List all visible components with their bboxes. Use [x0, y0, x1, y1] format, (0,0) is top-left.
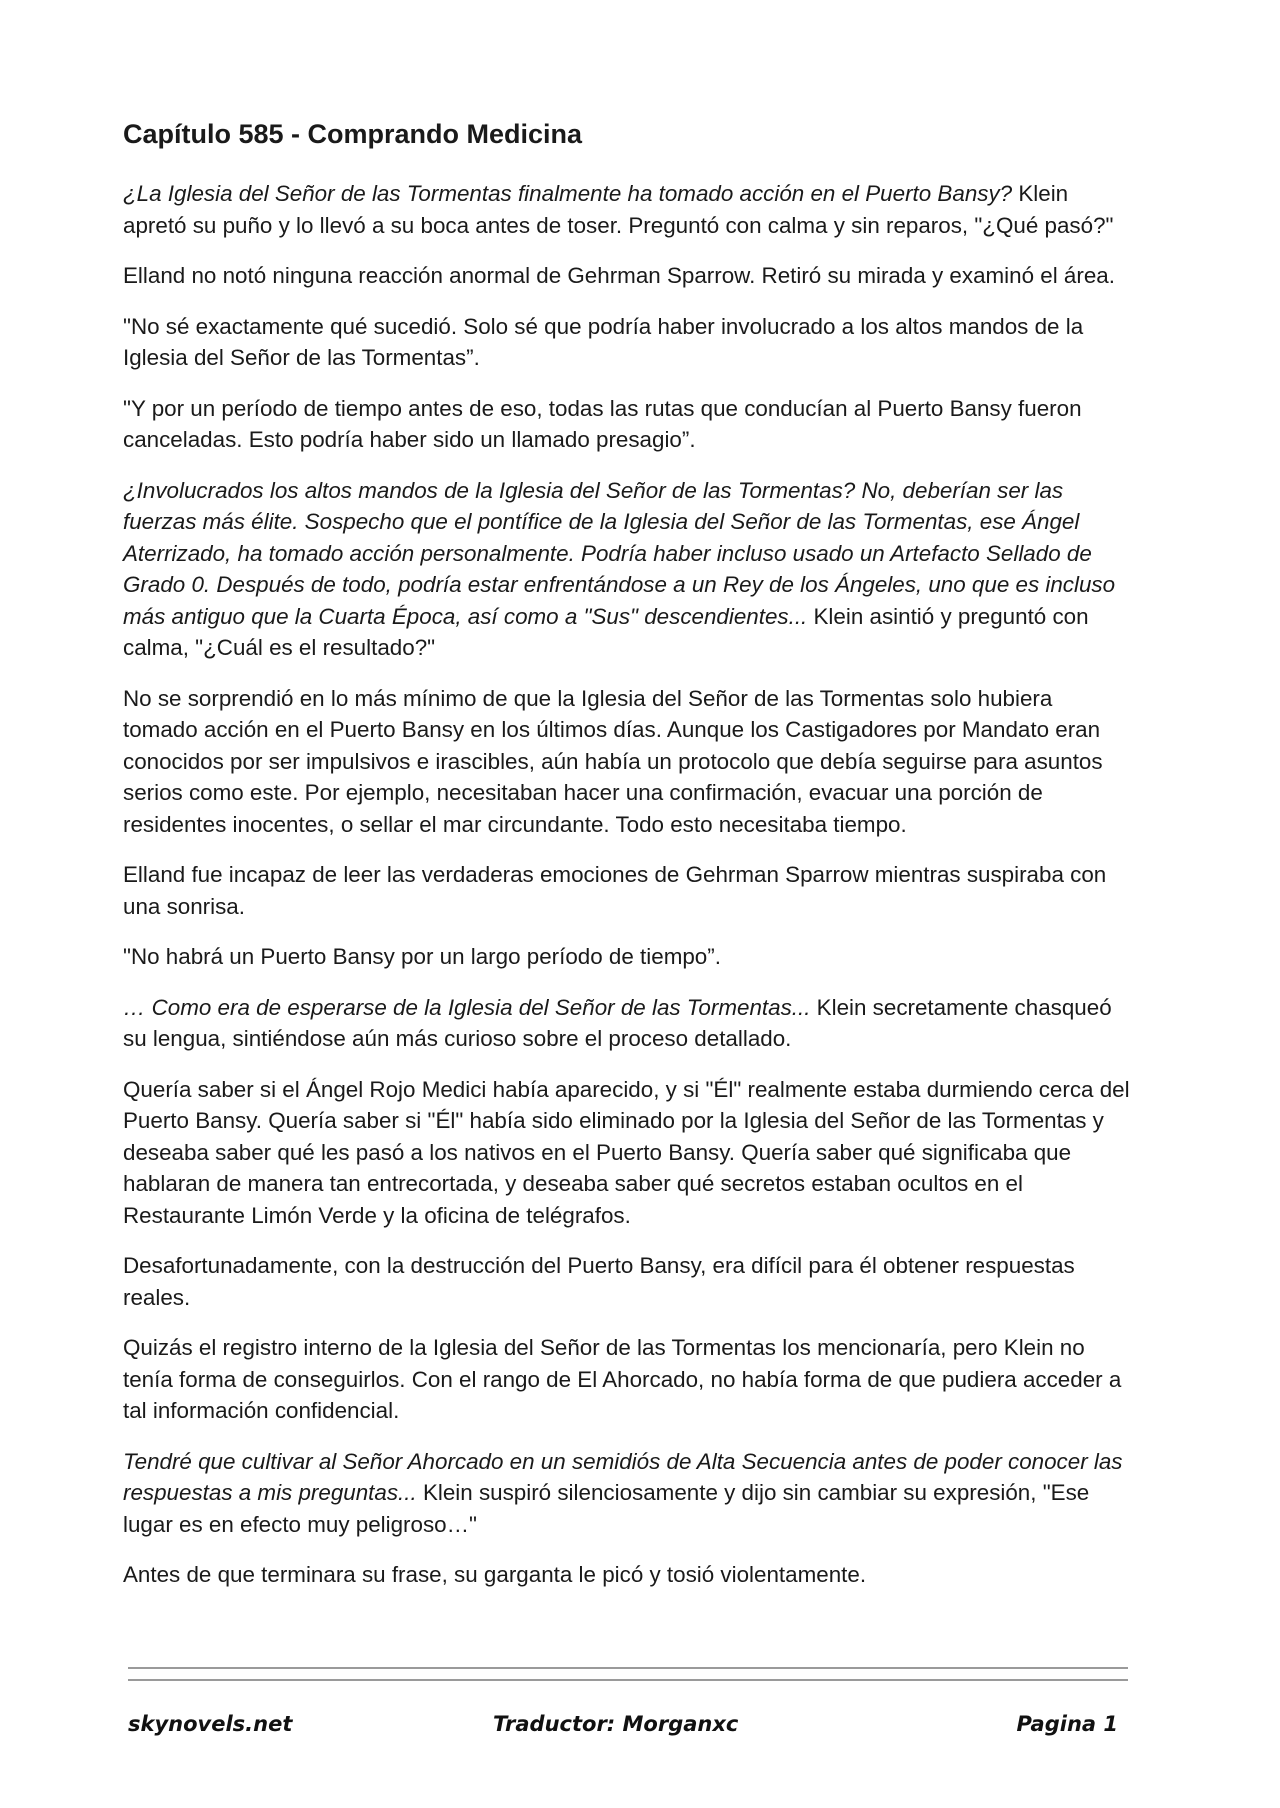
paragraph [123, 683, 1133, 841]
text-run: Antes de que terminara su frase, su garganta le picó y tosió violentamente. [123, 1562, 867, 1588]
document-page [123, 118, 1133, 1610]
paragraph [123, 941, 1133, 973]
text-run: Klein secretamente chasqueó su lengua, sintiéndose aún más curioso sobre el proceso detallado. [123, 994, 1112, 1052]
text-run: "No sé exactamente qué sucedió. Solo sé que podría haber involucrado a los altos mandos de la Iglesia del Señor de las Tormentas”. [123, 313, 1084, 371]
text-run: Desafortunadamente, con la destrucción del Puerto Bansy, era difícil para él obtener respuestas reales. [123, 1253, 1075, 1310]
italic-text-run: ¿Involucrados los altos mandos de la Iglesia del Señor de las Tormentas? No, deberían ser las fuerzas más élite. Sospecho que el pontífice de la Iglesia del Señor de las Tormentas, ese Ángel Aterrizado, ha tomado acción personalmente. Podría haber incluso usado un Artefacto Sellado de Grado 0. Después de todo, podría estar enfrentándose a un Rey de los Ángeles, uno que es incluso más antiguo que la Cuarta Época, así como a "Sus" descendientes... [123, 477, 1116, 629]
text-run: Elland fue incapaz de leer las verdaderas emociones de Gehrman Sparrow mientras suspiraba con una sonrisa. [123, 862, 1107, 919]
italic-text-run: … Como era de esperarse de la Iglesia del Señor de las Tormentas... [123, 994, 811, 1020]
page-footer [128, 1712, 1118, 1744]
footer-translator: Traductor: Morganxc [493, 1712, 739, 1736]
text-run: No se sorprendió en lo más mínimo de que la Iglesia del Señor de las Tormentas solo hubiera tomado acción en el Puerto Bansy en los últimos días. Aunque los Castigadores por Mandato eran conocidos por ser impulsivos e irascibles, aún había un protocolo que debía seguirse para asuntos serios como este. Por ejemplo, necesitaban hacer una confirmación, evacuar una porción de residentes inocentes, o sellar el mar circundante. Todo esto necesitaba tiempo. [123, 685, 1103, 837]
footer-page-number: Pagina 1 [1016, 1712, 1118, 1736]
text-run: Klein asintió y preguntó con calma, "¿Cuál es el resultado?" [123, 603, 1089, 661]
paragraph [123, 1332, 1133, 1427]
text-run: Quizás el registro interno de la Iglesia del Señor de las Tormentas los mencionaría, pero Klein no tenía forma de conseguirlos. Con el rango de El Ahorcado, no había forma de que pudiera acceder a tal información confidencial. [123, 1335, 1122, 1424]
paragraph [123, 311, 1133, 374]
text-run: Elland no notó ninguna reacción anormal de Gehrman Sparrow. Retiró su mirada y examinó el área. [123, 263, 1115, 289]
footer-site: skynovels.net [128, 1712, 293, 1736]
paragraph [123, 475, 1133, 664]
text-run: Klein suspiró silenciosamente y dijo sin cambiar su expresión, "Ese lugar es en efecto muy peligroso…" [123, 1480, 1090, 1537]
text-run: "Y por un período de tiempo antes de eso, todas las rutas que conducían al Puerto Bansy fueron canceladas. Esto podría haber sido un llamado presagio”. [123, 395, 1082, 453]
text-run: Klein apretó su puño y lo llevó a su boca antes de toser. Preguntó con calma y sin reparos, "¿Qué pasó?" [123, 181, 1114, 238]
paragraph [123, 859, 1133, 922]
paragraph [123, 393, 1133, 456]
italic-text-run: ¿La Iglesia del Señor de las Tormentas finalmente ha tomado acción en el Puerto Bansy? [123, 181, 1013, 207]
italic-text-run: Tendré que cultivar al Señor Ahorcado en un semidiós de Alta Secuencia antes de poder conocer las respuestas a mis preguntas... [123, 1448, 1123, 1506]
text-run: "No habrá un Puerto Bansy por un largo período de tiempo”. [123, 944, 721, 970]
footer-rule-bottom [128, 1679, 1128, 1681]
paragraph [123, 992, 1133, 1055]
paragraph [123, 260, 1133, 292]
document-body [123, 178, 1133, 1591]
paragraph [123, 1446, 1133, 1541]
paragraph [123, 1074, 1133, 1232]
chapter-title: Capítulo 585 - Comprando Medicina [123, 119, 583, 149]
paragraph [123, 1559, 1133, 1591]
text-run: Quería saber si el Ángel Rojo Medici había aparecido, y si "Él" realmente estaba durmiendo cerca del Puerto Bansy. Quería saber si "Él" había sido eliminado por la Iglesia del Señor de las Tormentas y deseaba saber qué les pasó a los nativos en el Puerto Bansy. Quería saber qué significaba que hablaran de manera tan entrecortada, y deseaba saber qué secretos estaban ocultos en el Restaurante Limón Verde y la oficina de telégrafos. [123, 1076, 1130, 1228]
paragraph [123, 178, 1133, 241]
footer-rule-top [128, 1667, 1128, 1669]
paragraph [123, 1250, 1133, 1313]
